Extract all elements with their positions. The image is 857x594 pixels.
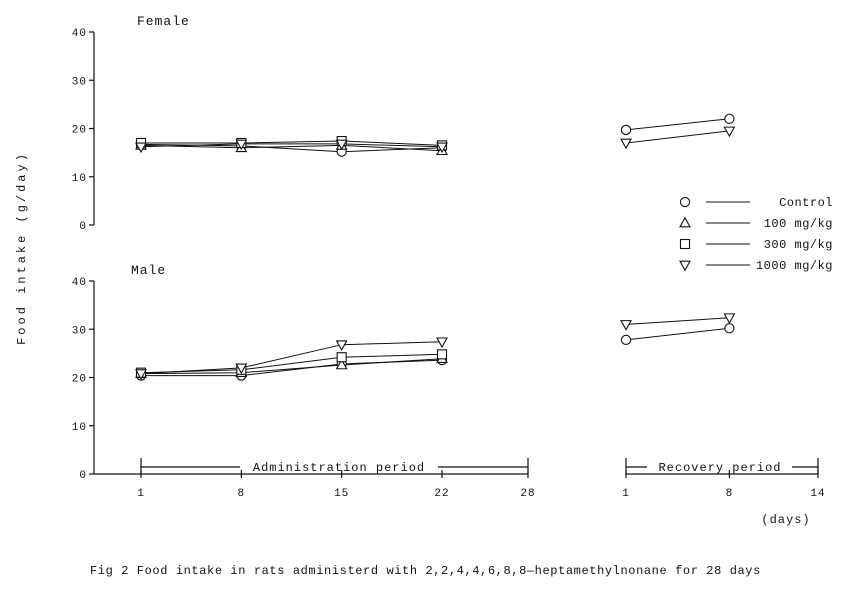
labels-layer <box>72 14 826 500</box>
legend-300-mg-kg-label: 300 mg/kg <box>763 238 833 252</box>
legend-1000-mg-kg-marker <box>680 261 690 270</box>
legend-100-mg-kg-marker <box>680 218 690 227</box>
legend-1000-mg-kg-label: 1000 mg/kg <box>755 259 833 273</box>
legend <box>680 196 833 273</box>
female-y-tick-label: 0 <box>79 221 87 233</box>
female-y-tick-label: 20 <box>71 124 87 137</box>
administration-x-tick-label: 8 <box>237 488 246 500</box>
female-panel-title: Female <box>137 14 190 29</box>
figure-caption: Fig 2 Food intake in rats administerd with 2,2,4,4,6,8,8—heptamethylnonane for 28 days <box>90 564 761 578</box>
markers-layer <box>136 114 734 380</box>
legend-300-mg-kg-marker <box>681 240 690 249</box>
male-panel-title: Male <box>131 263 167 278</box>
female-y-tick-label: 10 <box>71 172 87 185</box>
female-y-tick-label: 40 <box>71 28 87 40</box>
male-1000-mg-kg-administration-point <box>437 338 447 347</box>
female-control-recovery-line <box>626 119 729 130</box>
series-lines-layer <box>141 119 729 376</box>
administration-x-tick-label: 22 <box>434 488 450 500</box>
administration-period-label: Administration period <box>252 461 426 475</box>
administration-x-tick-label: 28 <box>520 488 536 500</box>
recovery-x-tick-label: 8 <box>725 488 734 500</box>
female-control-recovery-point <box>621 125 630 134</box>
x-units-label: (days) <box>761 513 811 527</box>
legend-100-mg-kg-label: 100 mg/kg <box>763 217 833 231</box>
male-control-recovery-point <box>725 324 734 333</box>
recovery-period-label: Recovery period <box>658 461 782 475</box>
male-300-mg-kg-administration-point <box>438 350 447 359</box>
male-control-recovery-line <box>626 328 729 340</box>
administration-x-tick-label: 15 <box>334 488 350 500</box>
legend-control-label: Control <box>779 196 833 210</box>
recovery-x-tick-label: 14 <box>810 488 826 500</box>
y-axis-title: Food intake (g/day) <box>15 151 29 345</box>
female-1000-mg-kg-recovery-point <box>621 139 631 148</box>
male-y-tick-label: 10 <box>71 421 87 434</box>
male-y-tick-label: 20 <box>71 373 87 386</box>
male-300-mg-kg-administration-point <box>337 353 346 362</box>
male-control-recovery-point <box>621 335 630 344</box>
female-1000-mg-kg-recovery-line <box>626 131 729 143</box>
male-y-tick-label: 40 <box>71 277 87 289</box>
axes-layer <box>89 32 818 478</box>
female-y-tick-label: 30 <box>71 76 87 89</box>
male-y-tick-label: 30 <box>71 325 87 338</box>
male-1000-mg-kg-recovery-line <box>626 318 729 325</box>
female-control-recovery-point <box>725 114 734 123</box>
male-1000-mg-kg-recovery-point <box>621 321 631 330</box>
recovery-x-tick-label: 1 <box>622 488 630 500</box>
administration-x-tick-label: 1 <box>137 488 145 500</box>
male-y-tick-label: 0 <box>79 470 87 482</box>
legend-control-marker <box>680 197 689 206</box>
